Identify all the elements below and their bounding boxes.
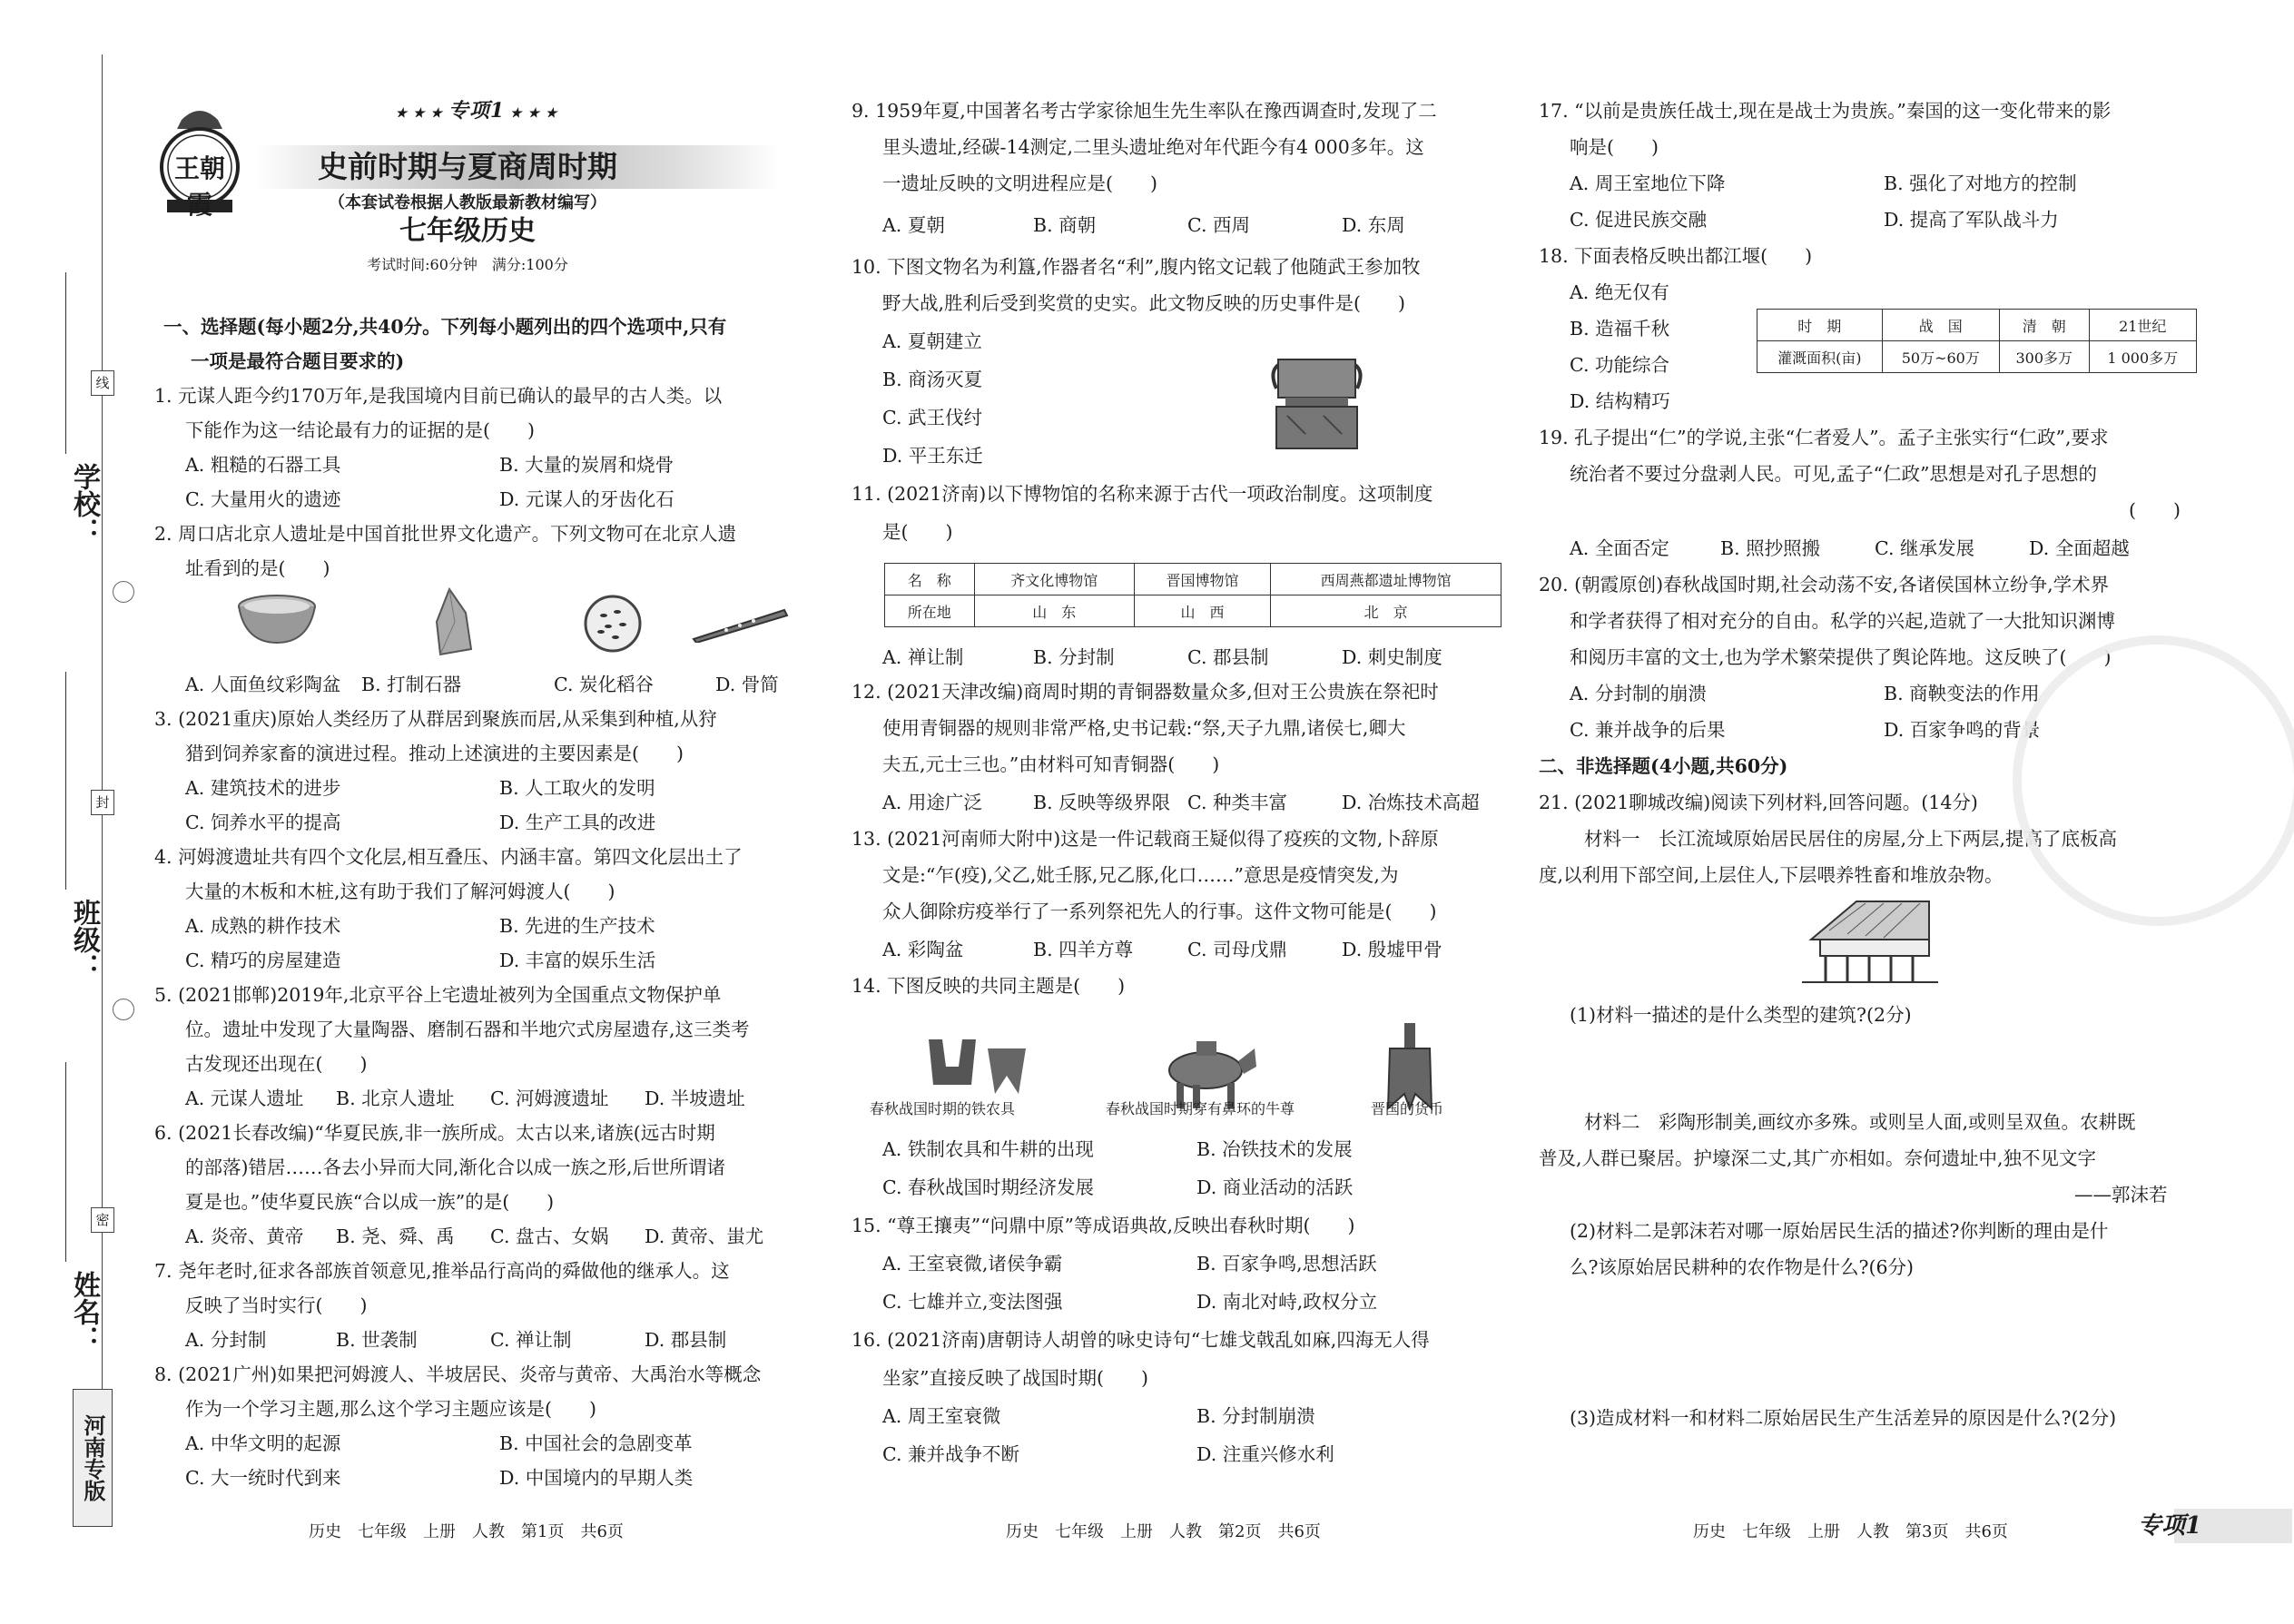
- table-cell: 灌溉面积(亩): [1757, 341, 1883, 373]
- question-continuation: 夏是也。”使华夏民族“合以成一族”的是( ): [185, 1191, 555, 1213]
- corner-tag: 专项1: [2138, 1512, 2202, 1540]
- answer-option: A. 人面鱼纹彩陶盆: [185, 674, 341, 695]
- table-cell: 300多万: [1999, 341, 2089, 373]
- question-continuation: (2)材料二是郭沫若对哪一原始居民生活的描述?你判断的理由是什: [1570, 1220, 2109, 1242]
- page-footer-1: 历史 七年级 上册 人教 第1页 共6页: [309, 1522, 624, 1541]
- answer-option: D. 注重兴修水利: [1196, 1443, 1334, 1465]
- answer-option: D. 黄帝、蚩尤: [645, 1225, 764, 1247]
- answer-option: C. 河姆渡遗址: [490, 1088, 609, 1109]
- answer-option: B. 商鞅变法的作用: [1884, 683, 2040, 704]
- answer-option: C. 促进民族交融: [1570, 209, 1707, 231]
- answer-option: 普及,人群已聚居。护壕深二丈,其广亦相如。奈何遗址中,独不见文字: [1539, 1147, 2097, 1169]
- answer-option: D. 平王东迁: [882, 445, 983, 467]
- answer-option: D. 冶炼技术高超: [1342, 792, 1480, 813]
- question-line: 15. “尊王攘夷”“问鼎中原”等成语典故,反映出春秋时期( ): [852, 1215, 1355, 1236]
- question-line: 6. (2021长春改编)“华夏民族,非一族所成。太古以来,诸族(远古时期: [154, 1122, 715, 1144]
- question-line: 7. 尧年老时,征求各部族首领意见,推举品行高尚的舜做他的继承人。这: [154, 1260, 730, 1282]
- answer-option: C. 兼并战争不断: [882, 1443, 1019, 1465]
- question-continuation: 夫五,元士三也。”由材料可知青铜器( ): [882, 753, 1220, 775]
- question-continuation: 的部落)错居……各去小异而大同,渐化合以成一族之形,后世所谓诸: [185, 1156, 726, 1178]
- answer-option: D. 百家争鸣的背景: [1884, 719, 2041, 741]
- question-continuation: 统治者不要过分盘剥人民。可见,孟子“仁政”思想是对孔子思想的: [1570, 463, 2097, 485]
- answer-option: B. 照抄照搬: [1720, 537, 1821, 559]
- binding-margin: [0, 0, 136, 1624]
- answer-option: C. 种类丰富: [1187, 792, 1287, 813]
- binding-hole: [113, 999, 134, 1020]
- answer-option: B. 分封制崩溃: [1196, 1405, 1315, 1427]
- page-footer-2: 历史 七年级 上册 人教 第2页 共6页: [1006, 1522, 1321, 1541]
- chipped-stone-tool-image: [431, 586, 477, 662]
- answer-option: A. 周王室衰微: [882, 1405, 1001, 1427]
- name-label: 姓名：: [68, 1271, 100, 1353]
- table-cell: 战 国: [1882, 310, 1999, 341]
- question-line: 13. (2021河南师大附中)这是一件记载商王疑似得了疫疾的文物,卜辞原: [852, 828, 1439, 850]
- question-continuation: 和学者获得了相对充分的自由。私学的兴起,造就了一大批知识渊博: [1570, 610, 2116, 632]
- caption-coin: 晋国的货币: [1371, 1100, 1444, 1117]
- answer-option: D. 郡县制: [645, 1329, 727, 1351]
- answer-option: C. 司母戊鼎: [1187, 939, 1287, 960]
- answer-option: A. 全面否定: [1570, 537, 1669, 559]
- answer-option: B. 北京人遗址: [336, 1088, 455, 1109]
- answer-option: B. 尧、舜、禹: [336, 1225, 455, 1247]
- answer-option: C. 郡县制: [1187, 646, 1269, 668]
- table-cell: 齐文化博物馆: [974, 564, 1134, 595]
- section1-heading-line1: 一、选择题(每小题2分,共40分。下列每小题列出的四个选项中,只有: [163, 316, 727, 338]
- li-gui-bronze-image: [1269, 352, 1364, 456]
- answer-option: C. 兼并战争的后果: [1570, 719, 1726, 741]
- answer-option: D. 提高了军队战斗力: [1884, 209, 2059, 231]
- subject-title: 七年级历史: [399, 215, 536, 247]
- answer-option: D. 全面超越: [2029, 537, 2130, 559]
- question-line: 1. 元谋人距今约170万年,是我国境内目前已确认的最早的古人类。以: [154, 385, 723, 407]
- answer-option: C. 禅让制: [490, 1329, 572, 1351]
- page-column-1: [154, 0, 826, 1624]
- seal-mark-line: 线: [91, 370, 114, 396]
- answer-option: A. 夏朝建立: [882, 330, 982, 352]
- answer-option: B. 世袭制: [336, 1329, 418, 1351]
- answer-option: A. 禅让制: [882, 646, 964, 668]
- table-cell: 21世纪: [2089, 310, 2197, 341]
- question-continuation: (1)材料一描述的是什么类型的建筑?(2分): [1570, 1004, 1912, 1026]
- question-continuation: 和阅历丰富的文士,也为学术繁荣提供了舆论阵地。这反映了( ): [1570, 646, 2112, 668]
- answer-option: A. 元谋人遗址: [185, 1088, 304, 1109]
- table-cell: 山 东: [974, 595, 1134, 627]
- question-line: 9. 1959年夏,中国著名考古学家徐旭生先生率队在豫西调查时,发现了二: [852, 100, 1437, 122]
- watermark-seal-icon: [2013, 635, 2294, 926]
- answer-option: A. 铁制农具和牛耕的出现: [882, 1138, 1094, 1160]
- series-stars-icon: ★ ★ ★ 专项1 ★ ★ ★: [395, 99, 558, 123]
- question-line: 4. 河姆渡遗址共有四个文化层,相互叠压、内涵丰富。第四文化层出土了: [154, 846, 743, 868]
- answer-option: B. 反映等级界限: [1033, 792, 1171, 813]
- question-line: 17. “以前是贵族任战士,现在是战士为贵族。”秦国的这一变化带来的影: [1539, 100, 2112, 122]
- question-line: 21. (2021聊城改编)阅读下列材料,回答问题。(14分): [1539, 792, 1978, 813]
- question-line: 10. 下图文物名为利簋,作器者名“利”,腹内铭文记载了他随武王参加牧: [852, 256, 1421, 278]
- brand-name: 王朝霞: [173, 153, 225, 220]
- binding-hole: [113, 581, 134, 603]
- question-line: 16. (2021济南)唐朝诗人胡曾的咏史诗句“七雄戈戟乱如麻,四海无人得: [852, 1329, 1430, 1351]
- question-continuation: 响是( ): [1570, 136, 1659, 158]
- answer-option: D. 南北对峙,政权分立: [1196, 1291, 1378, 1313]
- answer-option: C. 炭化稻谷: [554, 674, 654, 695]
- answer-option: D. 骨简: [715, 674, 779, 695]
- answer-option: 度,以利用下部空间,上层住人,下层喂养牲畜和堆放杂物。: [1539, 864, 2004, 886]
- answer-option: B. 强化了对地方的控制: [1884, 172, 2077, 194]
- table-cell: 名 称: [885, 564, 975, 595]
- question-continuation: 反映了当时实行( ): [185, 1294, 368, 1316]
- answer-option: D. 东周: [1342, 214, 1405, 236]
- painted-pottery-basin-image: [236, 592, 318, 650]
- question-continuation: 址看到的是( ): [185, 557, 330, 579]
- question-continuation: 坐家”直接反映了战国时期( ): [882, 1367, 1148, 1389]
- table-cell: 1 000多万: [2089, 341, 2197, 373]
- iron-farm-tools-image: [924, 1030, 1033, 1107]
- answer-option: D. 中国境内的早期人类: [499, 1467, 694, 1489]
- answer-option: A. 粗糙的石器工具: [185, 454, 341, 476]
- carbonized-rice-image: [581, 592, 645, 659]
- question-continuation: 大量的木板和木桩,这有助于我们了解河姆渡人( ): [185, 881, 615, 902]
- table-cell: 时 期: [1757, 310, 1883, 341]
- answer-option: B. 四羊方尊: [1033, 939, 1134, 960]
- question-line: 二、非选择题(4小题,共60分): [1539, 755, 1788, 777]
- answer-option: B. 商汤灭夏: [882, 369, 983, 390]
- answer-option: C. 盘古、女娲: [490, 1225, 609, 1247]
- answer-option: 材料一 长江流域原始居民居住的房屋,分上下两层,提高了底板高: [1584, 828, 2118, 850]
- question-line: 12. (2021天津改编)商周时期的青铜器数量众多,但对王公贵族在祭祀时: [852, 681, 1439, 703]
- answer-option: B. 中国社会的急剧变革: [499, 1432, 693, 1454]
- answer-option: A. 用途广泛: [882, 792, 982, 813]
- table-cell: 西周燕都遗址博物馆: [1271, 564, 1501, 595]
- answer-option: B. 人工取火的发明: [499, 777, 655, 799]
- school-label: 学校：: [68, 463, 100, 545]
- answer-option: B. 大量的炭屑和烧骨: [499, 454, 674, 476]
- answer-option: B. 造福千秋: [1570, 318, 1670, 340]
- question-continuation: 位。遗址中发现了大量陶器、磨制石器和半地穴式房屋遗存,这三类考: [185, 1019, 750, 1040]
- question-continuation: 文是:“乍(疫),父乙,妣壬豚,兄乙豚,化口……”意思是疫情突发,为: [882, 864, 1399, 886]
- question-line: 8. (2021广州)如果把河姆渡人、半坡居民、炎帝与黄帝、大禹治水等概念: [154, 1363, 762, 1385]
- question-continuation: 么?该原始居民耕种的农作物是什么?(6分): [1570, 1256, 1915, 1278]
- caption-iron-tools: 春秋战国时期的铁农具: [870, 1100, 1016, 1117]
- answer-option: C. 功能综合: [1570, 354, 1669, 376]
- question-continuation: 野大战,胜利后受到奖赏的史实。此文物反映的历史事件是( ): [882, 292, 1406, 314]
- answer-option: A. 周王室地位下降: [1570, 172, 1726, 194]
- answer-option: B. 先进的生产技术: [499, 915, 655, 937]
- answer-option: A. 分封制的崩溃: [1570, 683, 1707, 704]
- table-cell: 50万~60万: [1882, 341, 1999, 373]
- question-continuation: 里头遗址,经碳-14测定,二里头遗址绝对年代距今有4 000多年。这: [882, 136, 1424, 158]
- question-line: 5. (2021邯郸)2019年,北京平谷上宅遗址被列为全国重点文物保护单: [154, 984, 722, 1006]
- answer-option: A. 炎帝、黄帝: [185, 1225, 304, 1247]
- table-cell: 北 京: [1271, 595, 1501, 627]
- answer-option: D. 刺史制度: [1342, 646, 1442, 668]
- caption-ox-zun: 春秋战国时期穿有鼻环的牛尊: [1106, 1100, 1295, 1117]
- answer-option: A. 夏朝: [882, 214, 945, 236]
- page-footer-3: 历史 七年级 上册 人教 第3页 共6页: [1693, 1522, 2008, 1541]
- seal-mark-seal: 封: [91, 790, 114, 815]
- name-fill-line: [65, 1062, 66, 1262]
- question-line: 11. (2021济南)以下博物馆的名称来源于古代一项政治制度。这项制度: [852, 483, 1433, 505]
- page-column-3: [1539, 0, 2201, 1624]
- answer-option: A. 绝无仅有: [1570, 281, 1669, 303]
- bone-flute-image: [690, 606, 790, 646]
- answer-option: B. 分封制: [1033, 646, 1115, 668]
- dujiangyan-table: [1757, 309, 2197, 373]
- answer-option: A. 建筑技术的进步: [185, 777, 341, 799]
- answer-option: A. 成熟的耕作技术: [185, 915, 341, 937]
- answer-option: D. 殷墟甲骨: [1342, 939, 1442, 960]
- answer-option: ( ): [2129, 499, 2181, 521]
- edition-note: （本套试卷根据人教版最新教材编写）: [329, 193, 606, 212]
- answer-option: C. 西周: [1187, 214, 1250, 236]
- stilt-house-image: [1802, 894, 1938, 989]
- page-column-2: [852, 0, 1505, 1624]
- answer-option: C. 武王伐纣: [882, 407, 982, 428]
- series-label: 专项1: [448, 99, 506, 123]
- question-continuation: 一遗址反映的文明进程应是( ): [882, 172, 1157, 194]
- seal-mark-secret: 密: [91, 1207, 114, 1233]
- answer-option: C. 大一统时代到来: [185, 1467, 341, 1489]
- museum-table: [884, 563, 1501, 627]
- answer-option: A. 分封制: [185, 1329, 267, 1351]
- question-line: 19. 孔子提出“仁”的学说,主张“仁者爱人”。孟子主张实行“仁政”,要求: [1539, 427, 2109, 448]
- answer-option: C. 精巧的房屋建造: [185, 950, 341, 971]
- answer-option: B. 打制石器: [361, 674, 462, 695]
- answer-option: A. 中华文明的起源: [185, 1432, 341, 1454]
- answer-option: B. 冶铁技术的发展: [1196, 1138, 1353, 1160]
- section1-heading-line2: 一项是最符合题目要求的): [191, 350, 405, 372]
- question-line: 18. 下面表格反映出都江堰( ): [1539, 245, 1813, 267]
- answer-option: B. 商朝: [1033, 214, 1097, 236]
- answer-option: C. 七雄并立,变法图强: [882, 1291, 1063, 1313]
- table-cell: 晋国博物馆: [1134, 564, 1270, 595]
- question-continuation: 是( ): [882, 521, 953, 543]
- answer-option: D. 生产工具的改进: [499, 812, 656, 833]
- question-line: 20. (朝霞原创)春秋战国时期,社会动荡不安,各诸侯国林立纷争,学术界: [1539, 574, 2110, 595]
- region-tag: 河南专版: [73, 1389, 113, 1527]
- question-continuation: 古发现还出现在( ): [185, 1053, 368, 1075]
- answer-option: B. 百家争鸣,思想活跃: [1196, 1253, 1377, 1275]
- question-continuation: 下能作为这一结论最有力的证据的是( ): [185, 419, 535, 441]
- exam-meta: 考试时间:60分钟 满分:100分: [367, 256, 568, 273]
- question-continuation: 作为一个学习主题,那么这个学习主题应该是( ): [185, 1398, 597, 1420]
- answer-option: C. 大量用火的遗迹: [185, 488, 341, 510]
- table-cell: 所在地: [885, 595, 975, 627]
- question-continuation: (3)造成材料一和材料二原始居民生产生活差异的原因是什么?(2分): [1570, 1407, 2117, 1429]
- answer-option: D. 结构精巧: [1570, 390, 1670, 412]
- answer-option: D. 商业活动的活跃: [1196, 1176, 1354, 1198]
- answer-option: C. 春秋战国时期经济发展: [882, 1176, 1094, 1198]
- answer-option: 材料二 彩陶形制美,画纹亦多殊。或则呈人面,或则呈双鱼。农耕既: [1584, 1111, 2136, 1133]
- answer-option: ——郭沫若: [2074, 1184, 2168, 1206]
- answer-option: C. 继承发展: [1875, 537, 1974, 559]
- page-title: 史前时期与夏商周时期: [318, 149, 617, 184]
- question-continuation: 众人御除疠疫举行了一系列祭祀先人的行事。这件文物可能是( ): [882, 901, 1437, 922]
- answer-option: D. 半坡遗址: [645, 1088, 745, 1109]
- answer-option: A. 王室衰微,诸侯争霸: [882, 1253, 1063, 1275]
- answer-option: A. 彩陶盆: [882, 939, 964, 960]
- class-fill-line: [65, 672, 66, 890]
- answer-option: C. 饲养水平的提高: [185, 812, 341, 833]
- brand-logo: [154, 102, 245, 220]
- question-continuation: 猎到饲养家畜的演进过程。推动上述演进的主要因素是( ): [185, 743, 684, 764]
- school-fill-line: [65, 272, 66, 454]
- answer-option: D. 丰富的娱乐生活: [499, 950, 656, 971]
- answer-option: D. 元谋人的牙齿化石: [499, 488, 674, 510]
- question-line: 14. 下图反映的共同主题是( ): [852, 975, 1126, 997]
- question-line: 3. (2021重庆)原始人类经历了从群居到聚族而居,从采集到种植,从狩: [154, 708, 717, 730]
- table-cell: 山 西: [1134, 595, 1270, 627]
- class-label: 班级：: [68, 899, 100, 980]
- question-continuation: 使用青铜器的规则非常严格,史书记载:“祭,天子九鼎,诸侯七,卿大: [882, 717, 1406, 739]
- table-cell: 清 朝: [1999, 310, 2089, 341]
- question-line: 2. 周口店北京人遗址是中国首批世界文化遗产。下列文物可在北京人遗: [154, 523, 737, 545]
